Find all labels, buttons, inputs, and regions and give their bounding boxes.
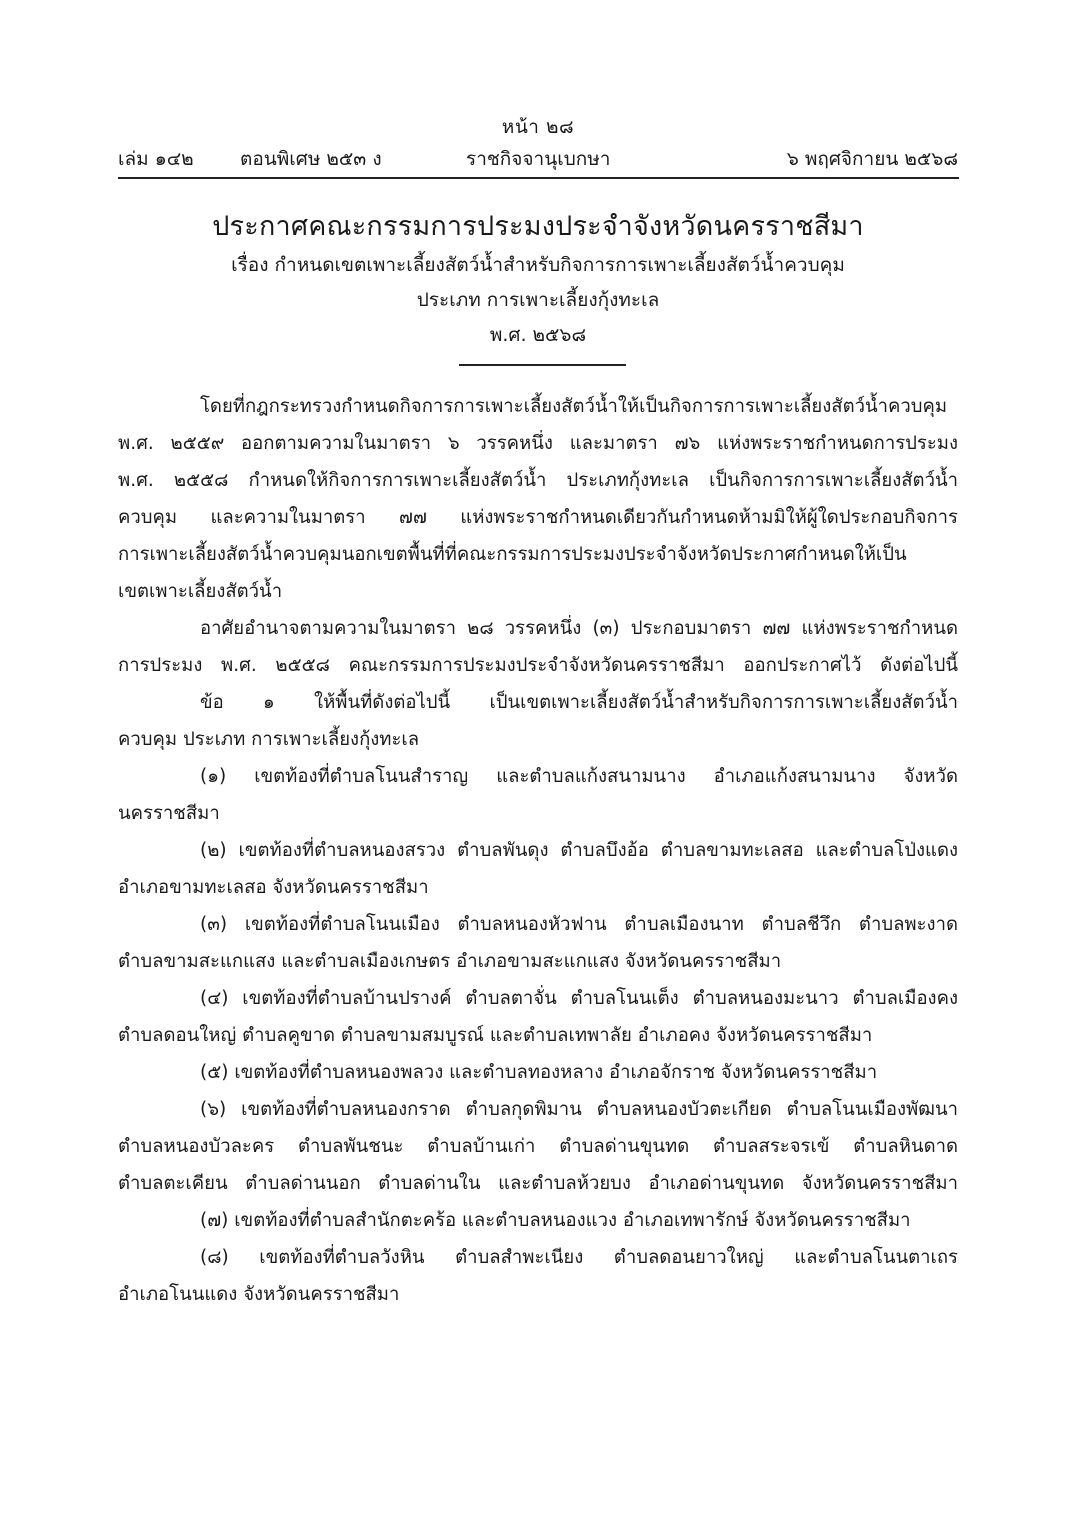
gazette-header [118,144,958,176]
paragraph-line: อาศัยอำนาจตามความในมาตรา ๒๘ วรรคหนึ่ง (๓) ประกอบมาตรา ๗๗ แห่งพระราชกำหนด [200,618,958,639]
announcement-subject: เรื่อง กำหนดเขตเพาะเลี้ยงสัตว์น้ำสำหรับกิจการการเพาะเลี้ยงสัตว์น้ำควบคุม [231,254,845,276]
paragraph-line: เขตเพาะเลี้ยงสัตว์น้ำ [118,581,283,602]
zone-item-6: (๖) เขตท้องที่ตำบลหนองกราด ตำบลกุดพิมาน ตำบลหนองบัวตะเกียด ตำบลโนนเมืองพัฒนา [200,1099,958,1120]
zone-item-2-cont: อำเภอขามทะเลสอ จังหวัดนครราชสีมา [118,877,429,898]
paragraph-line: พ.ศ. ๒๕๕๘ กำหนดให้กิจการการเพาะเลี้ยงสัตว์น้ำ ประเภทกุ้งทะเล เป็นกิจการการเพาะเลี้ยงสัตว์น้ำ [118,470,958,491]
paragraph-line: การเพาะเลี้ยงสัตว์น้ำควบคุมนอกเขตพื้นที่ที่คณะกรรมการประมงประจำจังหวัดประกาศกำหนดให้เป็น [118,544,907,565]
zone-item-3-cont: ตำบลขามสะแกแสง และตำบลเมืองเกษตร อำเภอขามสะแกแสง จังหวัดนครราชสีมา [118,951,782,972]
paragraph-line: ควบคุม และความในมาตรา ๗๗ แห่งพระราชกำหนดเดียวกันกำหนดห้ามมิให้ผู้ใดประกอบกิจการ [118,507,958,528]
page-number: หน้า ๒๘ [501,116,575,138]
zone-item-1: (๑) เขตท้องที่ตำบลโนนสำราญ และตำบลแก้งสนามนาง อำเภอแก้งสนามนาง จังหวัด [200,766,958,787]
zone-item-8: (๘) เขตท้องที่ตำบลวังหิน ตำบลสำพะเนียง ตำบลดอนยาวใหญ่ และตำบลโนนตาเถร [200,1247,958,1268]
volume-label: เล่ม ๑๔๒ [118,148,194,170]
zone-item-8-cont: อำเภอโนนแดง จังหวัดนครราชสีมา [118,1284,400,1305]
publication-date: ๖ พฤศจิกายน ๒๕๖๘ [786,148,958,170]
zone-item-7: (๗) เขตท้องที่ตำบลสำนักตะคร้อ และตำบลหนองแวง อำเภอเทพารักษ์ จังหวัดนครราชสีมา [200,1210,911,1231]
zone-item-6-cont: ตำบลตะเคียน ตำบลด่านนอก ตำบลด่านใน และตำบลห้วยบง อำเภอด่านขุนทด จังหวัดนครราชสีมา [118,1173,958,1194]
zone-item-1-cont: นครราชสีมา [118,803,220,824]
header-rule [118,177,959,179]
paragraph-line: การประมง พ.ศ. ๒๕๕๘ คณะกรรมการประมงประจำจังหวัดนครราชสีมา ออกประกาศไว้ ดังต่อไปนี้ [118,655,958,676]
clause-1-line: ข้อ ๑ ให้พื้นที่ดังต่อไปนี้ เป็นเขตเพาะเลี้ยงสัตว์น้ำสำหรับกิจการการเพาะเลี้ยงสัตว์น้ำ [200,692,958,713]
announcement-body [118,388,958,1313]
zone-item-5: (๕) เขตท้องที่ตำบลหนองพลวง และตำบลทองหลาง อำเภอจักราช จังหวัดนครราชสีมา [200,1062,878,1083]
announcement-year: พ.ศ. ๒๕๖๘ [489,324,587,346]
zone-item-3: (๓) เขตท้องที่ตำบลโนนเมือง ตำบลหนองหัวฟาน ตำบลเมืองนาท ตำบลชีวึก ตำบลพะงาด [200,914,958,935]
paragraph-line: พ.ศ. ๒๕๕๙ ออกตามความในมาตรา ๖ วรรคหนึ่ง และมาตรา ๗๖ แห่งพระราชกำหนดการประมง [118,433,958,454]
section-label: ตอนพิเศษ ๒๕๓ ง [240,148,382,170]
announcement-category: ประเภท การเพาะเลี้ยงกุ้งทะเล [416,289,660,311]
announcement-title: ประกาศคณะกรรมการประมงประจำจังหวัดนครราชสีมา [212,211,864,242]
title-divider [459,364,626,366]
paragraph-line: โดยที่กฎกระทรวงกำหนดกิจการการเพาะเลี้ยงสัตว์น้ำให้เป็นกิจการการเพาะเลี้ยงสัตว์น้ำควบคุม [200,396,948,417]
zone-item-6-cont: ตำบลหนองบัวละคร ตำบลพันชนะ ตำบลบ้านเก่า ตำบลด่านขุนทด ตำบลสระจรเข้ ตำบลหินดาด [118,1136,958,1157]
zone-item-4: (๔) เขตท้องที่ตำบลบ้านปรางค์ ตำบลตาจั่น ตำบลโนนเต็ง ตำบลหนองมะนาว ตำบลเมืองคง [200,988,958,1009]
zone-item-4-cont: ตำบลดอนใหญ่ ตำบลคูขาด ตำบลขามสมบูรณ์ และตำบลเทพาลัย อำเภอคง จังหวัดนครราชสีมา [118,1025,873,1046]
clause-1-line: ควบคุม ประเภท การเพาะเลี้ยงกุ้งทะเล [118,729,420,750]
publication-name: ราชกิจจานุเบกษา [466,148,611,170]
zone-item-2: (๒) เขตท้องที่ตำบลหนองสรวง ตำบลพันดุง ตำบลบึงอ้อ ตำบลขามทะเลสอ และตำบลโป่งแดง [200,840,958,861]
